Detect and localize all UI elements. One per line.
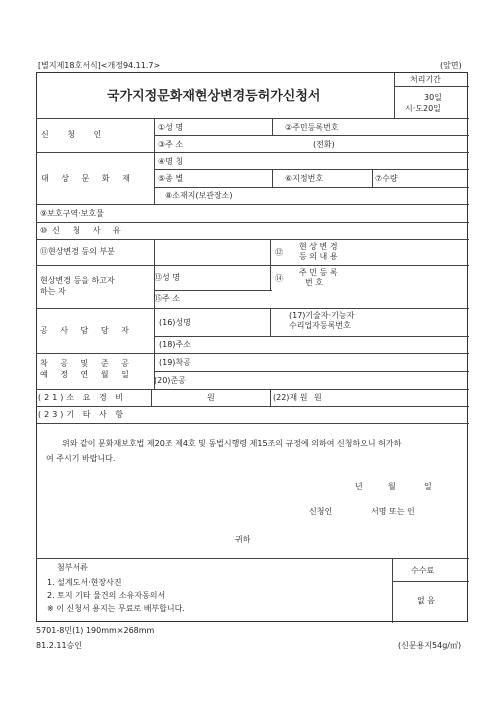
construction-label: 공 사 담 당 자 xyxy=(40,326,134,335)
applicant-reg-no-label: ②주민등록번호 xyxy=(285,123,339,132)
processing-value-city: 시·도20일 xyxy=(405,104,441,113)
recipient-label: 귀하 xyxy=(235,535,251,544)
changer-label-2: 하는 자 xyxy=(40,287,66,296)
protection-label: ⑨보호구역·보호물 xyxy=(40,209,104,218)
target-location-label: ⑧소재지(보관장소) xyxy=(165,191,233,200)
change-part-label: ⑪현상변경 등의 부분 xyxy=(40,247,115,256)
changer-reg-no-num: ⑭ xyxy=(275,274,283,283)
applicant-sign-label: 신청인 xyxy=(309,507,333,516)
other-label: (23)기 타 사 항 xyxy=(38,410,126,419)
processing-label: 처리기간 xyxy=(410,75,441,84)
fund-source-label: (22)재 원 xyxy=(273,393,308,402)
fee-label: 수수료 xyxy=(411,566,435,575)
reason-label: ⑩신 청 사 유 xyxy=(40,226,126,235)
date-month: 월 xyxy=(388,482,396,491)
application-form xyxy=(36,72,468,622)
target-label: 대 상 문 화 재 xyxy=(41,174,135,183)
construction-address-label: (18)주소 xyxy=(159,340,191,349)
changer-reg-no-label-1: 주 민 등 록 xyxy=(299,268,338,277)
date-year: 년 xyxy=(355,482,363,491)
cost-label: (21)소 요 경 비 xyxy=(38,393,126,402)
construction-name-label: (16)성명 xyxy=(159,318,191,327)
target-name-label: ④명 칭 xyxy=(158,157,184,166)
changer-label-1: 현상변경 등을 하고자 xyxy=(40,276,115,285)
fee-value: 없 음 xyxy=(417,596,435,605)
date-day: 일 xyxy=(424,482,432,491)
end-date-label: (20)준공 xyxy=(154,376,186,385)
applicant-label: 신 청 인 xyxy=(41,130,110,139)
page-side: (앞면) xyxy=(440,61,462,70)
footer-approval: 81.2.11승인 xyxy=(36,641,82,650)
changer-address-label: ⑮주 소 xyxy=(154,294,180,303)
footer-paper: (신문용지54g/㎡) xyxy=(398,641,462,650)
applicant-phone-label: (전화) xyxy=(313,140,335,149)
attachments-label: 첨부서류 xyxy=(57,563,88,572)
changer-reg-no-label-2: 번 호 xyxy=(305,278,323,287)
sign-or-seal: 서명 또는 인 xyxy=(371,507,415,516)
attachment-item-1: 1. 설계도서·현장사진 xyxy=(47,578,122,587)
page-title: 국가지정문화재현상변경등허가신청서 xyxy=(107,89,321,104)
attachment-item-2: 2. 토지 기타 물건의 소유자동의서 xyxy=(47,591,166,600)
applicant-address-label: ③주 소 xyxy=(158,140,184,149)
target-designation-label: ⑥지정번호 xyxy=(285,174,324,183)
change-content-label-2: 등 의 내 용 xyxy=(299,252,338,261)
construction-license-label-1: (17)기술자·기능자 xyxy=(289,311,355,320)
changer-name-label: ⑬성 명 xyxy=(154,273,180,282)
change-content-label-1: 현 상 변 경 xyxy=(299,242,338,251)
construction-license-label-2: 수리업자등록번호 xyxy=(289,321,351,330)
cost-unit: 원 xyxy=(207,393,215,402)
change-content-num: ⑫ xyxy=(275,248,283,257)
processing-value: 30일 xyxy=(424,93,442,102)
start-date-label: (19)착공 xyxy=(159,358,191,367)
applicant-name-label: ①성 명 xyxy=(158,123,184,132)
target-quantity-label: ⑦수량 xyxy=(375,174,398,183)
form-number: [별지제18호서식]<개정94.11.7> xyxy=(38,61,161,70)
footer-code: 5701-8민(1) 190mm×268mm xyxy=(36,626,155,635)
statement-line-1: 위와 같이 문화재보호법 제20조 제4호 및 동법시행령 제15조의 규정에 의하여 신청하오니 허가하 xyxy=(62,439,402,448)
target-type-label: ⑤종 별 xyxy=(158,174,184,183)
schedule-label-2: 예 정 연 월 일 xyxy=(40,370,134,379)
fund-source-unit: 원 xyxy=(314,393,322,402)
free-distribution-note: ※ 이 신청서 용지는 무료로 배부합니다. xyxy=(47,604,185,613)
schedule-label-1: 착 공 및 준 공 xyxy=(40,359,134,368)
statement-line-2: 여 주시기 바랍니다. xyxy=(46,454,116,463)
